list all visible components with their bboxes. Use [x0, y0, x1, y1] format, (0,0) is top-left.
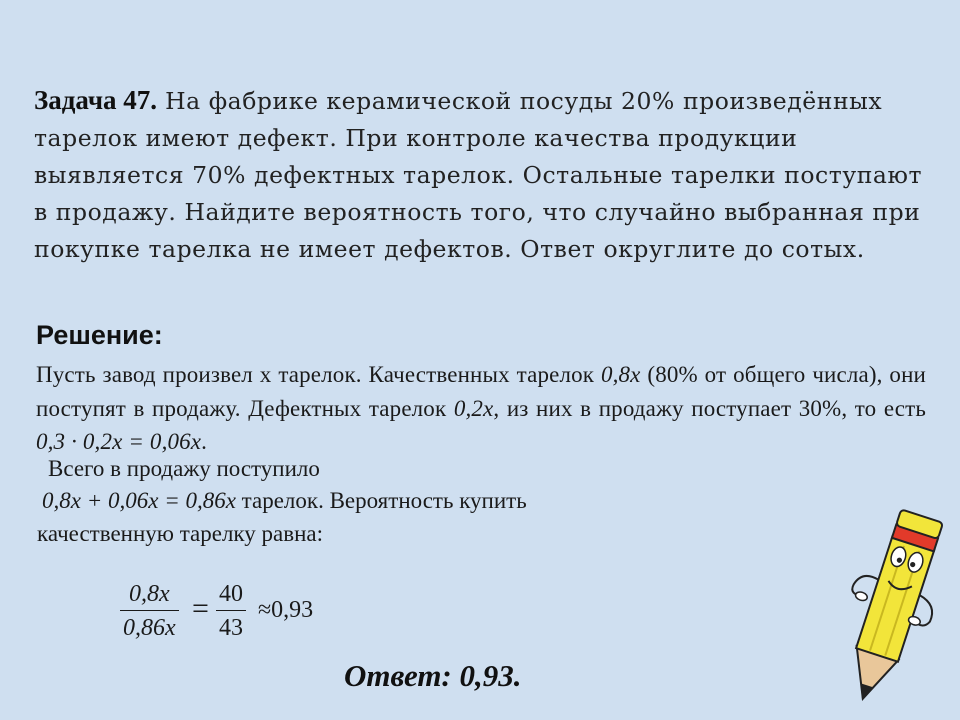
equals-sign: =: [192, 592, 209, 625]
fraction-2-denominator: 43: [219, 615, 243, 641]
pencil-mascot-icon: [820, 505, 960, 720]
fraction-1-numerator: 0,8x: [120, 578, 179, 611]
problem-statement: [34, 82, 924, 268]
problem-text: На фабрике керамической посуды 20% произведённых тарелок имеют дефект. При контроле качества продукции выявляется 70% дефектных тарелок. Остальные тарелки поступают в продажу. Найдите вероятность того, что случайно выбранная при покупке тарелка не имеет дефектов. Ответ округлите до сотых.: [34, 87, 923, 263]
approx-value: ≈0,93: [258, 597, 314, 623]
solution-paragraph: [36, 358, 926, 459]
problem-title: Задача 47.: [34, 85, 158, 115]
solution-text: тарелок. Вероятность купить: [235, 488, 527, 513]
solution-line-sum: [42, 488, 527, 514]
solution-line-probability: качественную тарелку равна:: [37, 521, 324, 546]
solution-text: , из них в продажу поступает 30%, то есть: [493, 395, 926, 421]
solution-text: Пусть завод произвел х тарелок. Качественных тарелок: [36, 362, 601, 387]
solution-line-total: Всего в продажу поступило: [48, 456, 320, 481]
math-expression: 0,8x: [600, 362, 641, 387]
fraction-1: [120, 578, 179, 645]
math-expression: 0,3 · 0,2x = 0,06x: [36, 429, 202, 454]
math-expression: 0,8x + 0,06x = 0,86x: [42, 488, 236, 513]
fraction-2-numerator: 40: [216, 578, 246, 611]
math-expression: 0,2x: [453, 395, 494, 421]
solution-heading: Решение:: [36, 320, 163, 350]
fraction-2: [216, 578, 246, 645]
solution-text: .: [201, 429, 208, 454]
answer: Ответ: 0,93.: [344, 658, 522, 693]
fraction-1-denominator: 0,86x: [123, 615, 176, 641]
solution-text: (80% от общего числа), они поступят в продажу. Дефектных тарелок: [36, 362, 926, 421]
